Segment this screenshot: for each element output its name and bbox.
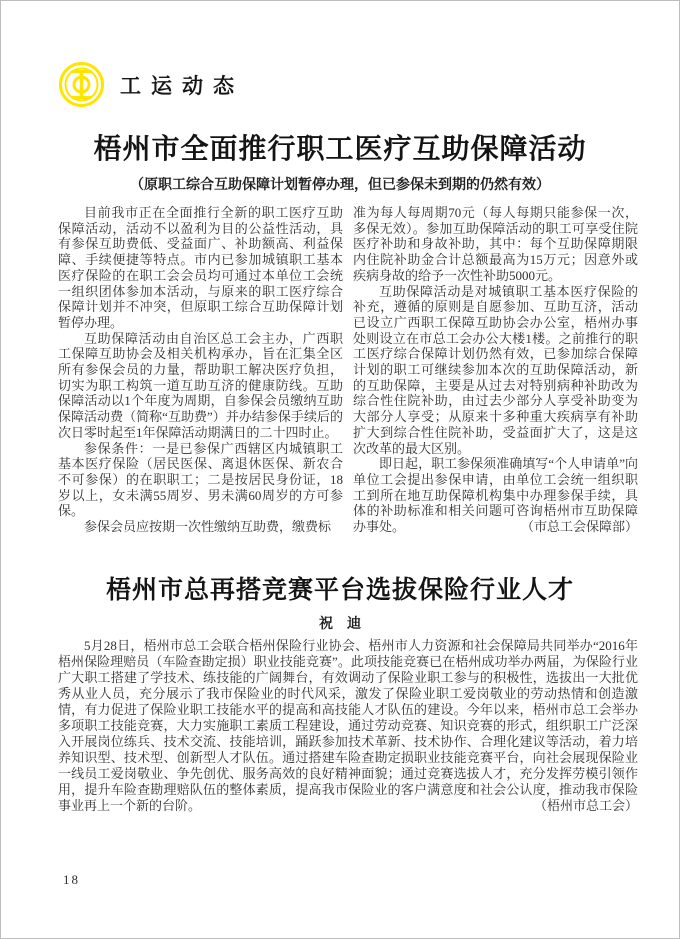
trade-union-emblem-icon	[58, 61, 105, 108]
paragraph: 参保条件：一是已参保广西辖区内城镇职工基本医疗保险（居民医保、离退休医保、新农合不可参保）的在职职工；二是按居民身份证，18岁以上，女未满55周岁、男未满60周岁的方可参保。	[58, 440, 343, 519]
paragraph	[353, 456, 638, 535]
article1-attribution: （市总工会保障部）	[520, 519, 638, 535]
article1-subtitle: （原职工综合互助保障计划暂停办理，但已参保未到期的仍然有效）	[130, 176, 550, 192]
article1-right-column	[353, 205, 638, 535]
paragraph: 准为每人每周期70元（每人每期只能参保一次，多保无效）。参加互助保障活动的职工可享受住院医疗补助和身故补助，其中：每个互助保障期限内住院补助金合计总额最高为15万元；因意外或疾病身故的给予一次性补助5000元。	[353, 205, 638, 283]
paragraph-text: 5月28日，梧州市总工会联合梧州保险行业协会、梧州市人力资源和社会保障局共同举办“2016年梧州保险理赔员（车险查勘定损）职业技能竞赛”。此项技能竞赛已在梧州成功举办两届，为保险行业广大职工搭建了学技术、练技能的广阔舞台，有效调动了保险业职工参与的积极性，选拔出一大批优秀从业人员，充分展示了我市保险业的时代风采，激发了保险业职工爱岗敬业的劳动热情和创造激情，有力促进了保险业职工技能水平的提高和高技能人才队伍的建设。今年以来，梧州市总工会举办多项职工技能竞赛，大力实施职工素质工程建设，通过劳动竞赛、知识竞赛的形式，组织职工广泛深入开展岗位练兵、技术交流、技能培训，踊跃参加技术革新、技术协作、合理化建议等活动，着力培养知识型、技术型、创新型人才队伍。通过搭建车险查勘定损职业技能竞赛平台，向社会展现保险业一线员工爱岗敬业、争先创优、服务高效的良好精神面貌；通过竞赛选拔人才，充分发挥劳模引领作用，提升车险查勘理赔队伍的整体素质，提高我市保险业的客户满意度和社会公认度，推动我市保险事业再上一个新的台阶。	[58, 638, 638, 813]
paragraph	[58, 638, 638, 814]
paragraph: 互助保障活动是对城镇职工基本医疗保险的补充，遵循的原则是自愿参加、互助互济，活动已设立广西职工保障互助协会办公室，梧州办事处则设立在市总工会办公大楼1楼。之前推行的职工医疗综合保障计划仍然有效，已参加综合保障计划的职工可继续参加本次的互助保障活动，新的互助保障，主要是从过去对特别病种补助改为综合性住院补助，由过去少部分人享受补助变为大部分人享受；从原来十多种重大疾病享有补助扩大到综合性住院补助，受益面扩大了，这是这次改革的最大区别。	[353, 283, 638, 456]
article1-body	[58, 205, 638, 535]
article2-attribution: （梧州市总工会）	[533, 798, 638, 813]
article2-author: 祝 迪	[319, 615, 361, 631]
article2-title: 梧州市总再搭竞赛平台选拔保险行业人才	[105, 577, 574, 604]
page-number: 18	[63, 872, 80, 887]
article2-body	[58, 638, 638, 814]
article1-left-column	[58, 205, 343, 535]
paragraph: 目前我市正在全面推行全新的职工医疗互助保障活动，活动不以盈利为目的公益性活动，具有参保互助费低、受益面广、补助额高、利益保障、手续便捷等特点。市内已参加城镇职工基本医疗保险的在职工会会员均可通过本单位工会统一组织团体参加本活动，与原来的职工医疗综合保障计划并不冲突，但原职工综合互助保障计划暂停办理。	[58, 205, 343, 330]
paragraph-text: 即日起，职工参保须准确填写“个人申请单”向单位工会提出参保申请，由单位工会统一组织职工到所在地互助保障机构集中办理参保手续，具体的补助标准和相关问题可咨询梧州市互助保障办事处。	[353, 456, 638, 535]
column-title: 工运动态	[120, 73, 244, 98]
masthead	[58, 61, 244, 108]
paragraph: 互助保障活动由自治区总工会主办，广西职工保障互助协会及相关机构承办，旨在汇集全区所有参保会员的力量，帮助职工解决医疗负担，切实为职工构筑一道互助互济的健康防线。互助保障活动以1个年度为周期，自参保会员缴纳互助保障活动费（简称“互助费”）并办结参保手续后的次日零时起至1年保障活动期满日的二十四时止。	[58, 330, 343, 440]
article1-title: 梧州市全面推行职工医疗互助保障活动	[93, 134, 587, 165]
paragraph: 参保会员应按期一次性缴纳互助费，缴费标	[84, 519, 332, 535]
